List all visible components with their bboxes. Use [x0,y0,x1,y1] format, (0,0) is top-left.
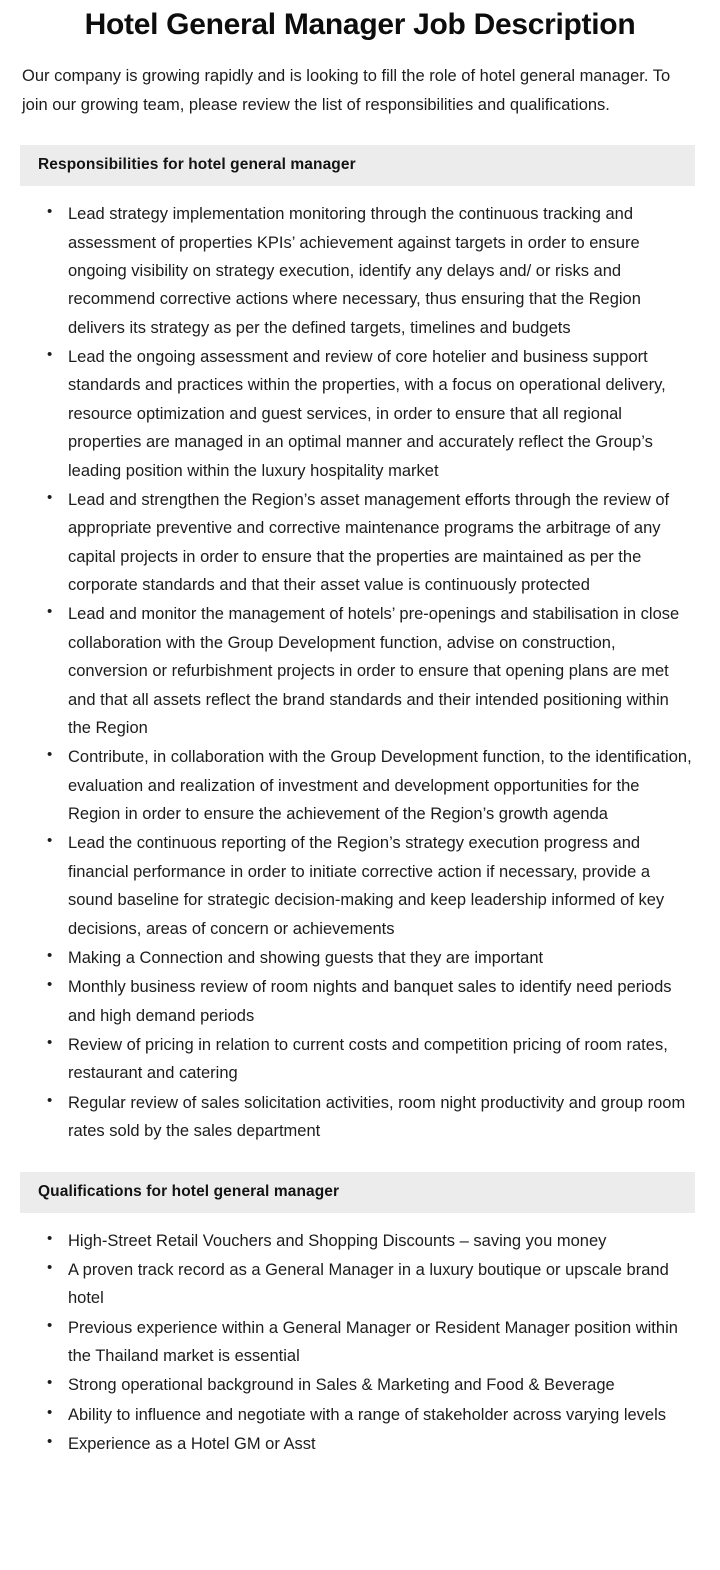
list-item: • Making a Connection and showing guests that they are important [46,944,692,972]
page-bottom-spacer [0,1460,720,1486]
list-item: • Monthly business review of room nights and banquet sales to identify need periods and high demand periods [46,973,692,1030]
page-title: Hotel General Manager Job Description [84,8,636,41]
list-item: • Ability to influence and negotiate with a range of stakeholder across varying levels [46,1401,692,1429]
list-item: • Experience as a Hotel GM or Asst [46,1430,692,1458]
list-item: • Previous experience within a General Manager or Resident Manager position within the Thailand market is essential [46,1314,692,1371]
list-item: • Contribute, in collaboration with the Group Development function, to the identification, evaluation and realization of investment and development opportunities for the Region in order to ensure the achievement of the Region’s growth agenda [46,743,692,828]
list-item: • High-Street Retail Vouchers and Shopping Discounts – saving you money [46,1227,692,1255]
qualifications-list [0,1213,720,1459]
list-item: • Lead and monitor the management of hotels’ pre-openings and stabilisation in close collaboration with the Group Development function, advise on construction, conversion or refurbishment projects in order to ensure that opening plans are met and that all assets reflect the brand standards and their intended positioning within the Region [46,600,692,742]
list-item: • Strong operational background in Sales & Marketing and Food & Beverage [46,1371,692,1399]
list-item: • Lead the ongoing assessment and review of core hotelier and business support standards and practices within the properties, with a focus on operational delivery, resource optimization and guest services, in order to ensure that all regional properties are managed in an optimal manner and accurately reflect the Group’s leading position within the luxury hospitality market [46,343,692,485]
list-item: • Lead strategy implementation monitoring through the continuous tracking and assessment of properties KPIs’ achievement against targets in order to ensure ongoing visibility on strategy execution, identify any delays and/ or risks and recommend corrective actions where necessary, thus ensuring that the Region delivers its strategy as per the defined targets, timelines and budgets [46,200,692,342]
section-header-responsibilities: Responsibilities for hotel general manager [20,145,695,186]
list-item: • Review of pricing in relation to current costs and competition pricing of room rates, restaurant and catering [46,1031,692,1088]
list-item: • Lead and strengthen the Region’s asset management efforts through the review of appropriate preventive and corrective maintenance programs the arbitrage of any capital projects in order to ensure that the properties are maintained as per the corporate standards and that their asset value is continuously protected [46,486,692,600]
section-qualifications [0,1172,720,1459]
list-item: • Regular review of sales solicitation activities, room night productivity and group room rates sold by the sales department [46,1089,692,1146]
section-responsibilities [0,145,720,1145]
list-item: • Lead the continuous reporting of the Region’s strategy execution progress and financial performance in order to initiate corrective action if necessary, provide a sound baseline for strategic decision-making and keep leadership informed of key decisions, areas of concern or achievements [46,829,692,943]
list-item: • A proven track record as a General Manager in a luxury boutique or upscale brand hotel [46,1256,692,1313]
section-header-qualifications: Qualifications for hotel general manager [20,1172,695,1213]
intro-paragraph: Our company is growing rapidly and is looking to fill the role of hotel general manager. To join our growing team, please review the list of responsibilities and qualifications. [22,67,671,114]
responsibilities-list [0,186,720,1145]
